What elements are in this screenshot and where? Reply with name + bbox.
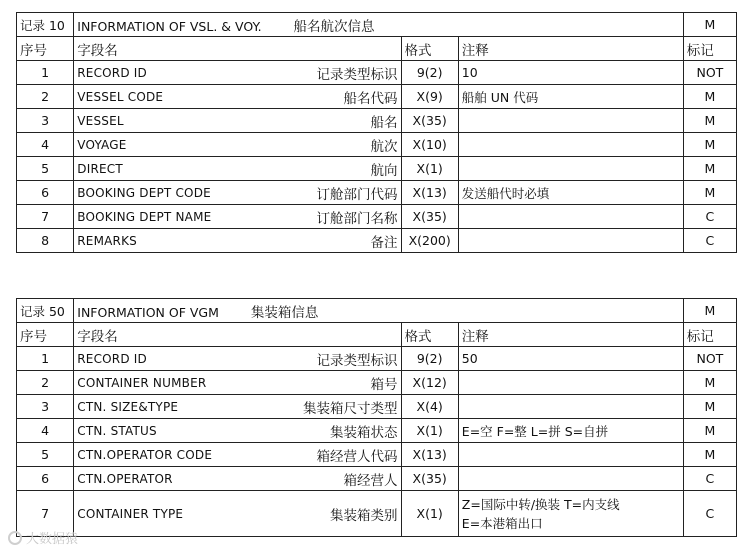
row-field [74, 133, 401, 157]
record-10-table [16, 12, 737, 253]
field-name-en: REMARKS [77, 233, 137, 248]
row-field [74, 85, 401, 109]
row-note [458, 109, 683, 133]
row-mark: C [683, 205, 736, 229]
row-format: X(12) [401, 371, 458, 395]
record-title-en: INFORMATION OF VGM [77, 304, 219, 320]
record-title-row [17, 299, 737, 323]
field-name-en: RECORD ID [77, 351, 147, 366]
table-row [17, 61, 737, 85]
field-name-en: DIRECT [77, 161, 123, 176]
record-title [74, 299, 684, 323]
row-note [458, 157, 683, 181]
row-format: X(10) [401, 133, 458, 157]
record-mark: M [683, 299, 736, 323]
header-field-name: 字段名 [74, 323, 401, 347]
row-field [74, 491, 401, 537]
row-format: X(35) [401, 109, 458, 133]
field-name-cn: 船名 [370, 114, 398, 131]
row-note: 50 [458, 347, 683, 371]
record-mark: M [683, 13, 736, 37]
row-format: X(1) [401, 419, 458, 443]
row-note [458, 395, 683, 419]
row-field [74, 371, 401, 395]
field-name-en: CTN. SIZE&TYPE [77, 399, 179, 414]
row-note [458, 371, 683, 395]
field-name-cn: 记录类型标识 [316, 66, 398, 83]
watermark [8, 528, 78, 547]
record-title-cn: 船名航次信息 [293, 18, 375, 35]
table-row [17, 395, 737, 419]
record-50-body [17, 347, 737, 537]
row-note: 10 [458, 61, 683, 85]
header-mark: 标记 [683, 323, 736, 347]
row-format: 9(2) [401, 61, 458, 85]
row-note: E=空 F=整 L=拼 S=自拼 [458, 419, 683, 443]
row-format: X(1) [401, 491, 458, 537]
field-name-en: CONTAINER NUMBER [77, 375, 207, 390]
row-mark: M [683, 157, 736, 181]
row-format: X(9) [401, 85, 458, 109]
row-mark: M [683, 443, 736, 467]
record-10-body [17, 61, 737, 253]
note-line-1: Z=国际中转/换装 T=内支线 [461, 496, 620, 512]
row-field [74, 157, 401, 181]
field-name-cn: 订舱部门代码 [316, 186, 398, 203]
field-name-cn: 箱经营人代码 [316, 448, 398, 465]
field-name-en: VESSEL [77, 113, 124, 128]
row-field [74, 467, 401, 491]
row-seq: 2 [17, 371, 74, 395]
row-note [458, 467, 683, 491]
field-name-cn: 箱经营人 [343, 472, 398, 489]
row-mark: M [683, 371, 736, 395]
record-title-cn: 集装箱信息 [250, 304, 319, 321]
field-name-cn: 记录类型标识 [316, 352, 398, 369]
record-title-en: INFORMATION OF VSL. & VOY. [77, 18, 262, 34]
row-seq: 1 [17, 61, 74, 85]
field-name-en: CTN. STATUS [77, 423, 157, 438]
field-name-en: BOOKING DEPT NAME [77, 209, 212, 224]
field-name-cn: 备注 [370, 234, 398, 251]
field-name-cn: 船名代码 [343, 90, 398, 107]
row-mark: M [683, 395, 736, 419]
table-row [17, 229, 737, 253]
row-mark: M [683, 85, 736, 109]
table-row [17, 347, 737, 371]
header-note: 注释 [458, 37, 683, 61]
table-row [17, 419, 737, 443]
table-row [17, 371, 737, 395]
row-seq: 4 [17, 133, 74, 157]
field-name-en: VOYAGE [77, 137, 127, 152]
row-seq: 1 [17, 347, 74, 371]
header-note: 注释 [458, 323, 683, 347]
row-note [458, 205, 683, 229]
row-field [74, 61, 401, 85]
row-format: 9(2) [401, 347, 458, 371]
field-name-cn: 航向 [370, 162, 398, 179]
field-name-en: RECORD ID [77, 65, 147, 80]
header-row [17, 323, 737, 347]
row-field [74, 109, 401, 133]
field-name-cn: 订舱部门名称 [316, 210, 398, 227]
row-seq: 6 [17, 467, 74, 491]
row-format: X(1) [401, 157, 458, 181]
row-mark: M [683, 133, 736, 157]
row-mark: M [683, 181, 736, 205]
row-field [74, 395, 401, 419]
row-note [458, 491, 683, 537]
row-field [74, 229, 401, 253]
row-note: 船舶 UN 代码 [458, 85, 683, 109]
table-row [17, 491, 737, 537]
header-seq: 序号 [17, 323, 74, 347]
row-format: X(4) [401, 395, 458, 419]
header-row [17, 37, 737, 61]
row-mark: C [683, 229, 736, 253]
table-row [17, 157, 737, 181]
row-mark: M [683, 419, 736, 443]
table-row [17, 109, 737, 133]
row-seq: 5 [17, 157, 74, 181]
field-name-cn: 航次 [370, 138, 398, 155]
row-field [74, 419, 401, 443]
row-field [74, 443, 401, 467]
field-name-cn: 箱号 [370, 376, 398, 393]
header-format: 格式 [401, 323, 458, 347]
row-note [458, 443, 683, 467]
row-mark: NOT [683, 61, 736, 85]
field-name-en: VESSEL CODE [77, 89, 164, 104]
field-name-cn: 集装箱类别 [330, 507, 398, 524]
row-seq: 5 [17, 443, 74, 467]
field-name-en: CTN.OPERATOR CODE [77, 447, 213, 462]
table-row [17, 133, 737, 157]
header-field-name: 字段名 [74, 37, 401, 61]
row-mark: NOT [683, 347, 736, 371]
row-seq: 8 [17, 229, 74, 253]
row-seq: 7 [17, 491, 74, 537]
field-name-en: BOOKING DEPT CODE [77, 185, 211, 200]
row-seq: 4 [17, 419, 74, 443]
table-row [17, 85, 737, 109]
table-row [17, 467, 737, 491]
row-seq: 3 [17, 109, 74, 133]
watermark-text: 大数据猿 [26, 532, 79, 547]
row-seq: 3 [17, 395, 74, 419]
field-name-cn: 集装箱状态 [330, 424, 398, 441]
record-title [74, 13, 684, 37]
row-seq: 2 [17, 85, 74, 109]
record-id: 记录 50 [17, 299, 74, 323]
row-format: X(35) [401, 467, 458, 491]
table-row [17, 181, 737, 205]
row-format: X(200) [401, 229, 458, 253]
row-field [74, 205, 401, 229]
row-note [458, 133, 683, 157]
row-field [74, 181, 401, 205]
note-line-2: E=本港箱出口 [461, 515, 543, 531]
row-format: X(13) [401, 443, 458, 467]
header-format: 格式 [401, 37, 458, 61]
table-row [17, 205, 737, 229]
row-note: 发送船代时必填 [458, 181, 683, 205]
row-seq: 6 [17, 181, 74, 205]
header-mark: 标记 [683, 37, 736, 61]
field-name-cn: 集装箱尺寸类型 [303, 400, 398, 417]
header-seq: 序号 [17, 37, 74, 61]
row-mark: M [683, 109, 736, 133]
row-mark: C [683, 491, 736, 537]
row-format: X(13) [401, 181, 458, 205]
row-note [458, 229, 683, 253]
record-id: 记录 10 [17, 13, 74, 37]
table-row [17, 443, 737, 467]
row-mark: C [683, 467, 736, 491]
row-seq: 7 [17, 205, 74, 229]
record-50-table [16, 298, 737, 537]
record-title-row [17, 13, 737, 37]
row-format: X(35) [401, 205, 458, 229]
row-field [74, 347, 401, 371]
field-name-en: CONTAINER TYPE [77, 506, 184, 521]
watermark-logo-icon [8, 531, 22, 545]
field-name-en: CTN.OPERATOR [77, 471, 173, 486]
